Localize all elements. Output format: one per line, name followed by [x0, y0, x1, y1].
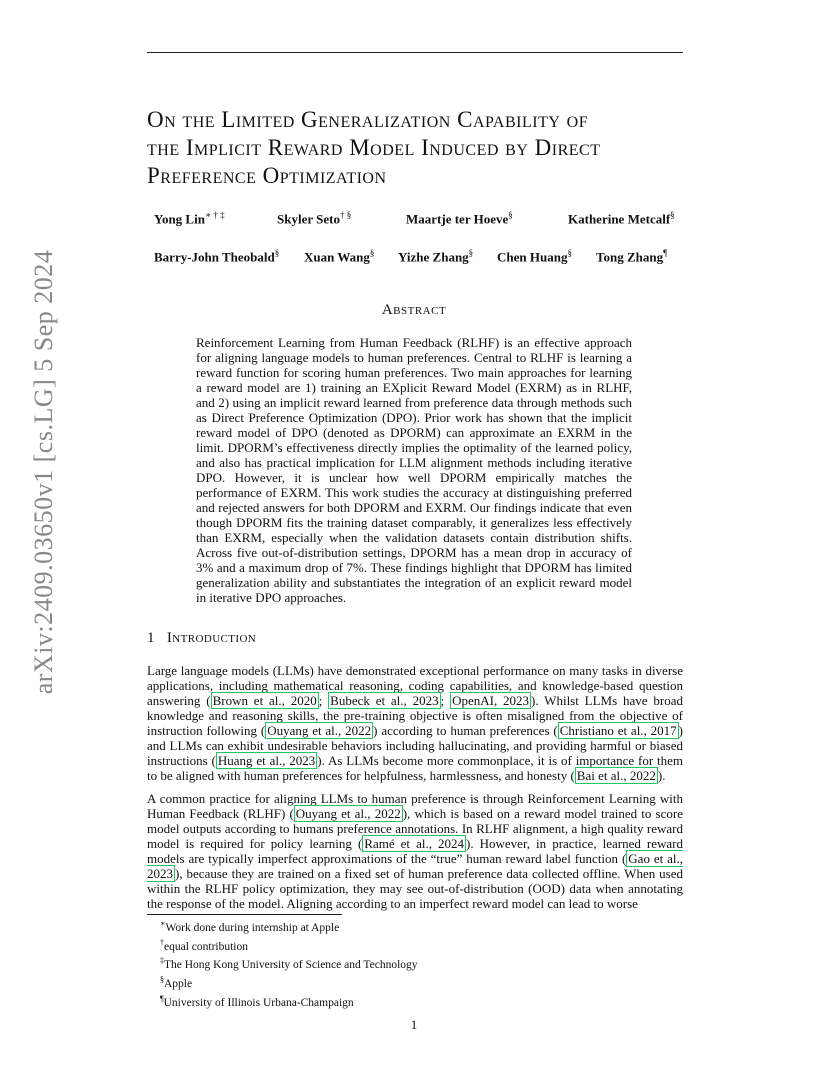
author: Yong Lin∗ † ‡	[154, 210, 225, 227]
citation-link[interactable]: Ouyang et al., 2022	[267, 723, 372, 738]
intro-paragraph-2: A common practice for aligning LLMs to human preference is through Reinforcement Learning with Human Feedback (RLHF) ( Ouyang et al., 2022 ), which is based on a reward model trained to score model outputs according to humans preference annotations. In RLHF alignment, a high quality reward model is required for policy learning ( Ramé et al., 2024 ). However, in practice, learned reward models are typically imperfect approximations of the “true” human reward label function ( Gao et al., 2023 ), because they are trained on a fixed set of human preference data collected offline. When used within the RLHF policy optimization, they may see out-of-distribution (OOD) data when annotating the response of the model. Aligning according to an imperfect reward model can lead to worse	[147, 791, 684, 911]
page-number: 1	[410, 1017, 418, 1032]
abstract-body: Reinforcement Learning from Human Feedback (RLHF) is an effective approach for aligning language models to human preferences. Central to RLHF is learning a reward function for scoring human preferences. Two main approaches for learning a reward model are 1) training an EXplicit Reward Model (EXRM) as in RLHF, and 2) using an implicit reward learned from preference data through methods such as Direct Preference Optimization (DPO). Prior work has shown that the implicit reward model of DPO (denoted as DPORM) can approximate an EXRM in the limit. DPORM’s effectiveness directly implies the optimality of the learned policy, and also has practical implication for LLM alignment methods including iterative DPO. However, it is unclear how well DPORM empirically matches the performance of EXRM. This work studies the accuracy at distinguishing preferred and rejected answers for both DPORM and EXRM. Our findings indicate that even though DPORM fits the training dataset comparably, it generalizes less effectively than EXRM, especially when the validation datasets contain distribution shifts. Across five out-of-distribution settings, DPORM has a mean drop in accuracy of 3% and a maximum drop of 7%. These findings highlight that DPORM has limited generalization ability and substantiates the integration of an explicit reward model in iterative DPO approaches.	[196, 335, 632, 605]
footnote: §Apple	[160, 974, 193, 990]
citation-link[interactable]: Ouyang et al., 2022	[295, 806, 401, 821]
citation-link[interactable]: Bubeck et al., 2023	[330, 693, 439, 708]
author: Katherine Metcalf§	[568, 210, 675, 227]
paper-title	[147, 106, 687, 190]
author: Skyler Seto† §	[277, 210, 352, 227]
citation-link[interactable]: Brown et al., 2020	[212, 693, 317, 708]
intro-paragraph-1: Large language models (LLMs) have demonstrated exceptional performance on many tasks in diverse applications, including mathematical reasoning, coding capabilities, and knowledge-based question answering ( Brown et al., 2020 ; Bubeck et al., 2023 ; OpenAI, 2023 ). Whilst LLMs have broad knowledge and reasoning skills, the pre-training objective is often misaligned from the objective of instruction following ( Ouyang et al., 2022 ) according to human preferences ( Christiano et al., 2017 ) and LLMs can exhibit undesirable behaviors including hallucinating, and providing harmful or biased instructions ( Huang et al., 2023 ). As LLMs become more commonplace, it is of importance for them to be aligned with human preferences for helpfulness, harmlessness, and honesty ( Bai et al., 2022 ).	[147, 663, 684, 783]
footnote: ¶University of Illinois Urbana-Champaign	[160, 993, 354, 1009]
title-line: the Implicit Reward Model Induced by Direct	[147, 135, 601, 160]
citation-link[interactable]: Christiano et al., 2017	[559, 723, 677, 738]
footnote-rule	[147, 914, 342, 915]
citation-link[interactable]: Ramé et al., 2024	[364, 836, 465, 851]
citation-link[interactable]: OpenAI, 2023	[452, 693, 530, 708]
author: Chen Huang§	[497, 248, 572, 265]
author: Xuan Wang§	[304, 248, 375, 265]
footnote: †equal contribution	[160, 937, 248, 953]
footnotes	[160, 917, 418, 1010]
author: Maartje ter Hoeve§	[406, 210, 513, 227]
top-rule	[147, 52, 683, 53]
author: Barry-John Theobald§	[154, 248, 280, 265]
citation-link[interactable]: Bai et al., 2022	[576, 768, 656, 783]
section-number: 1	[147, 630, 155, 646]
author: Yizhe Zhang§	[398, 248, 474, 265]
footnote: ∗Work done during internship at Apple	[160, 919, 340, 934]
title-line: Preference Optimization	[147, 163, 387, 188]
section-title: Introduction	[166, 630, 257, 646]
section-heading	[147, 630, 256, 647]
footnote: ‡The Hong Kong University of Science and Technology	[160, 956, 418, 972]
abstract-heading: Abstract	[381, 302, 447, 318]
citation-link[interactable]: Gao et al., 2023	[147, 851, 684, 881]
author: Tong Zhang¶	[596, 248, 668, 265]
title-line: On the Limited Generalization Capability of	[147, 107, 589, 132]
citation-link[interactable]: Huang et al., 2023	[217, 753, 316, 768]
arxiv-stamp: arXiv:2409.03650v1 [cs.LG] 5 Sep 2024	[29, 249, 58, 695]
